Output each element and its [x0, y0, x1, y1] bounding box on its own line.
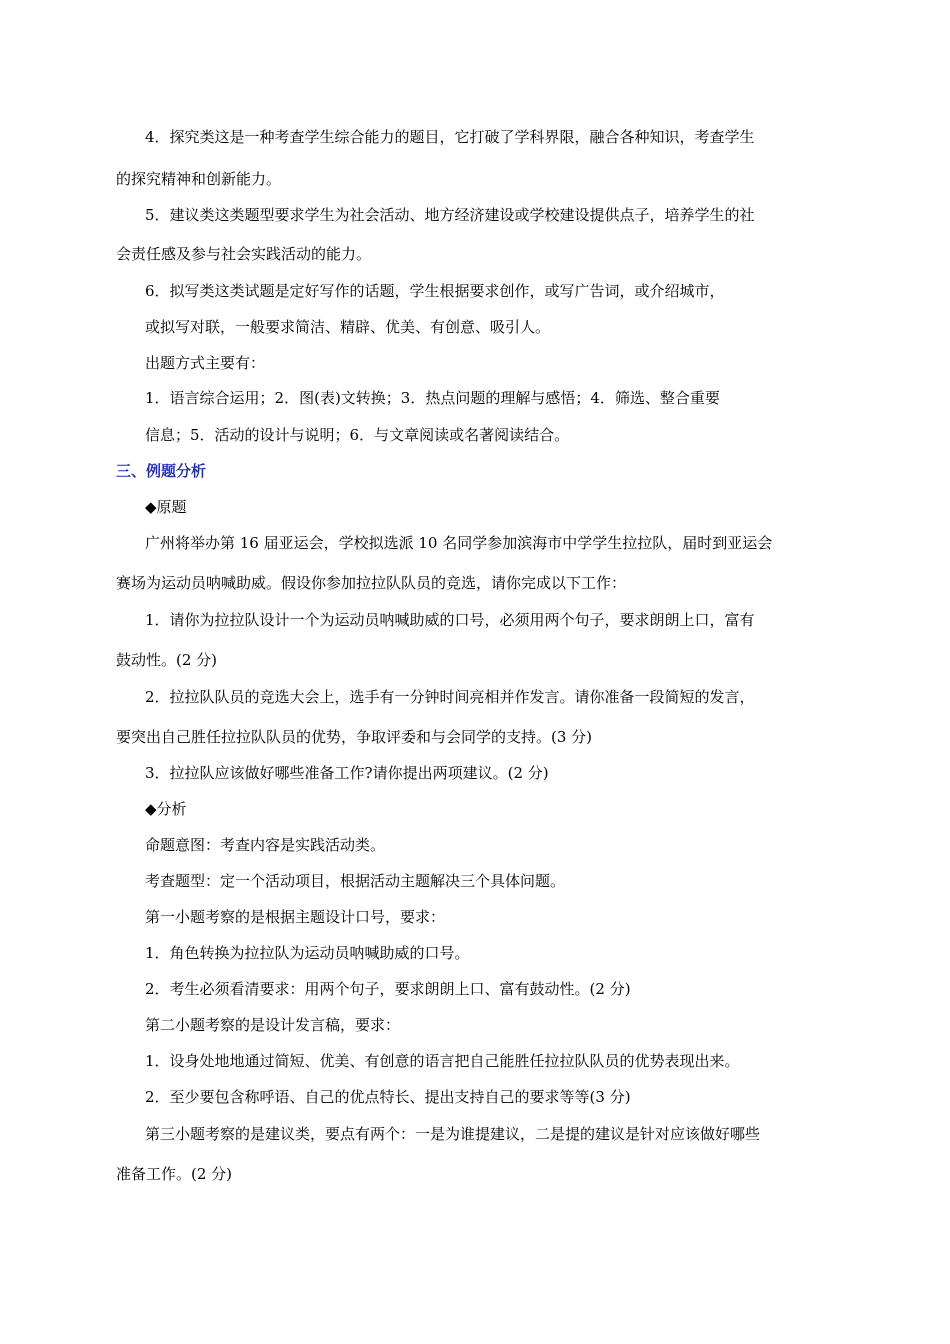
- paragraph-line: 广州将举办第 16 届亚运会，学校拟选派 10 名同学参加滨海市中学学生拉拉队，届时到亚运会: [145, 534, 773, 552]
- paragraph-line: 或拟写对联，一般要求简洁、精辟、优美、有创意、吸引人。: [145, 318, 551, 336]
- paragraph-line: 1．角色转换为拉拉队为运动员呐喊助威的口号。: [145, 944, 470, 962]
- paragraph-line: 信息；5．活动的设计与说明；6．与文章阅读或名著阅读结合。: [145, 426, 570, 444]
- paragraph-line: 要突出自己胜任拉拉队队员的优势，争取评委和与会同学的支持。(3 分): [116, 728, 593, 746]
- paragraph-line: 会责任感及参与社会实践活动的能力。: [116, 245, 372, 263]
- paragraph-line: 的探究精神和创新能力。: [116, 170, 282, 188]
- paragraph-line: 出题方式主要有：: [145, 354, 266, 372]
- paragraph-line: 赛场为运动员呐喊助威。假设你参加拉拉队队员的竞选，请你完成以下工作：: [116, 574, 627, 592]
- paragraph-line: 第三小题考察的是建议类，要点有两个：一是为谁提建议，二是提的建议是针对应该做好哪些: [145, 1125, 761, 1143]
- paragraph-line: 3．拉拉队应该做好哪些准备工作?请你提出两项建议。(2 分): [145, 764, 549, 782]
- paragraph-line: 2．拉拉队队员的竞选大会上，选手有一分钟时间亮相并作发言。请你准备一段简短的发言，: [145, 688, 755, 706]
- paragraph-line: 1．设身处地地通过简短、优美、有创意的语言把自己能胜任拉拉队队员的优势表现出来。: [145, 1052, 740, 1070]
- paragraph-line: 第一小题考察的是根据主题设计口号，要求：: [145, 908, 446, 926]
- paragraph-line: 命题意图：考查内容是实践活动类。: [145, 836, 386, 854]
- paragraph-line: 2．考生必须看清要求：用两个句子，要求朗朗上口、富有鼓动性。(2 分): [145, 980, 631, 998]
- paragraph-line: 6．拟写类这类试题是定好写作的话题，学生根据要求创作，或写广告词，或介绍城市，: [145, 282, 725, 300]
- subsection-label: ◆分析: [145, 800, 187, 818]
- paragraph-line: 第二小题考察的是设计发言稿，要求：: [145, 1016, 401, 1034]
- paragraph-line: 1．语言综合运用；2．图(表)文转换；3．热点问题的理解与感悟；4．筛选、整合重要: [145, 389, 720, 407]
- paragraph-line: 5．建议类这类题型要求学生为社会活动、地方经济建设或学校建设提供点子，培养学生的社: [145, 206, 755, 224]
- paragraph-line: 准备工作。(2 分): [116, 1165, 233, 1183]
- paragraph-line: 鼓动性。(2 分): [116, 651, 218, 669]
- subsection-label: ◆原题: [145, 498, 187, 516]
- section-heading: 三、例题分析: [116, 462, 207, 480]
- paragraph-line: 1．请你为拉拉队设计一个为运动员呐喊助威的口号，必须用两个句子，要求朗朗上口，富有: [145, 611, 755, 629]
- paragraph-line: 4．探究类这是一种考查学生综合能力的题目，它打破了学科界限，融合各种知识，考查学生: [145, 128, 755, 146]
- paragraph-line: 考查题型：定一个活动项目，根据活动主题解决三个具体问题。: [145, 872, 566, 890]
- paragraph-line: 2．至少要包含称呼语、自己的优点特长、提出支持自己的要求等等(3 分): [145, 1088, 631, 1106]
